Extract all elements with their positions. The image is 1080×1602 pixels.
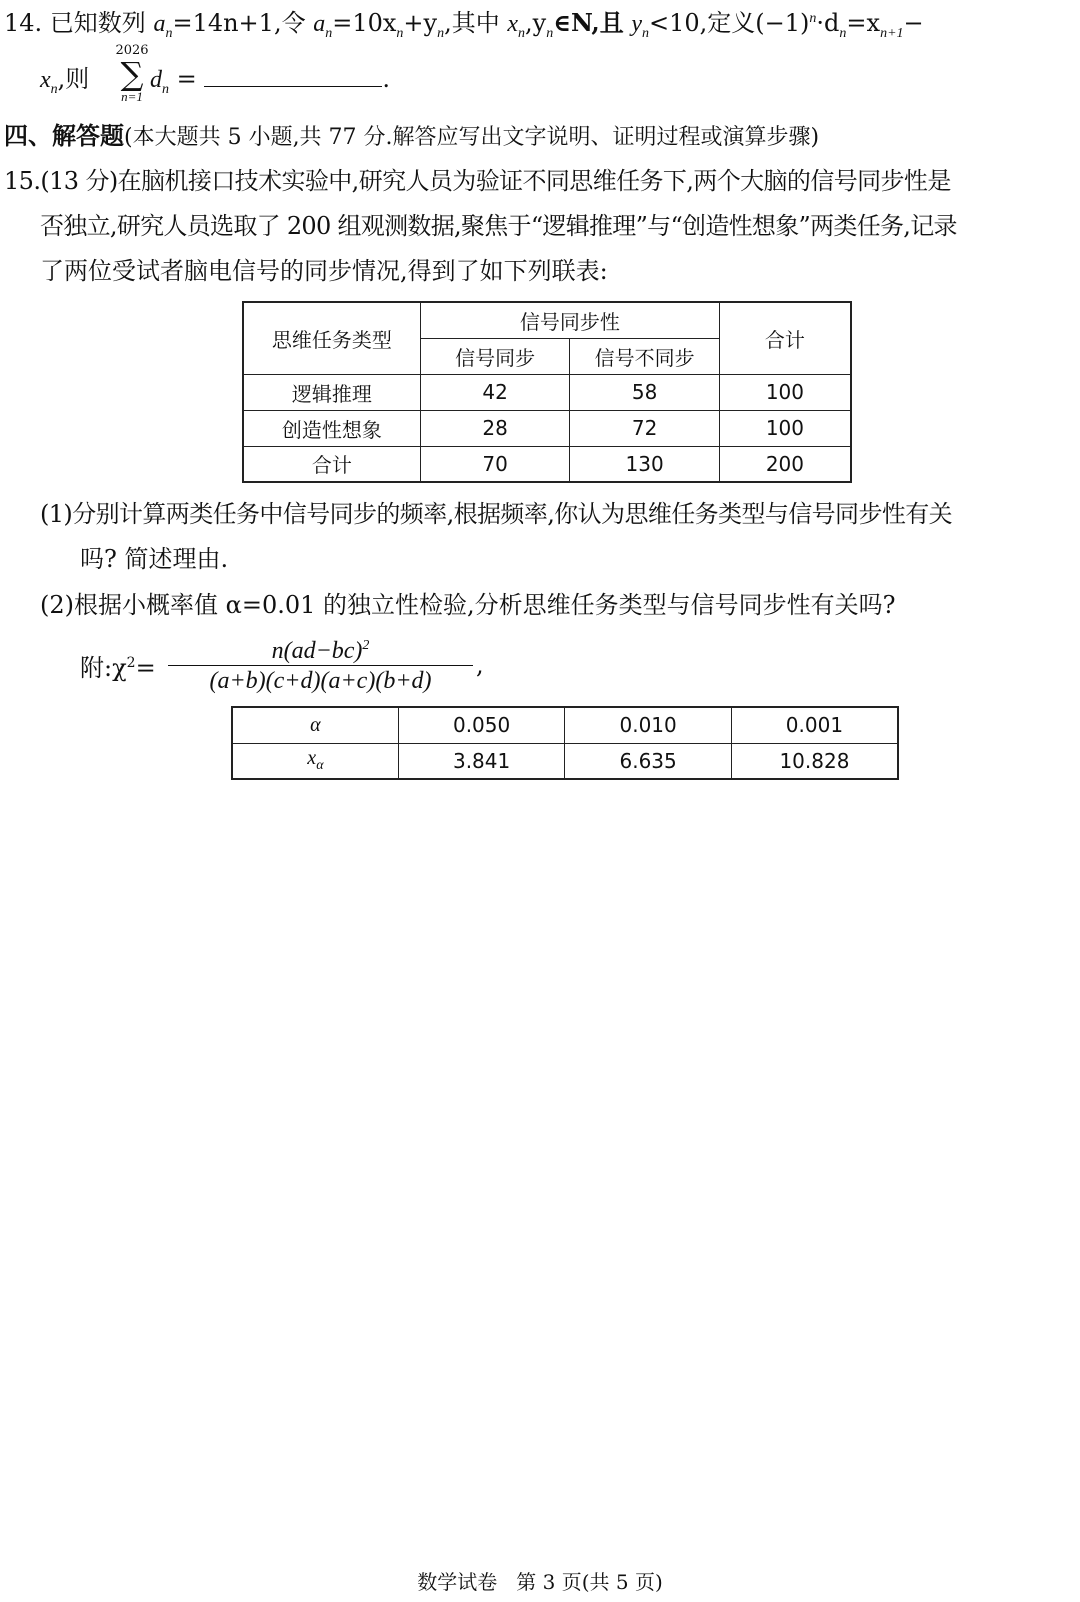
alpha-label: α: [232, 707, 398, 743]
table-row: $x_\alpha$ 3.841 6.635 10.828: [232, 743, 898, 779]
table-row: 逻辑推理 42 58 100: [243, 374, 851, 410]
critical-value-table: [231, 706, 899, 780]
q15-part1-line2: 吗? 简述理由.: [80, 545, 229, 573]
q14-sum-term: $d_n$ = .: [150, 65, 391, 97]
sum-upper-limit: 2026: [115, 43, 149, 58]
header-sync: 信号同步: [420, 338, 569, 374]
summation-symbol: [112, 44, 152, 104]
formula-numerator: $n(ad-bc)^2$: [168, 632, 473, 666]
header-signal-sync-group: 信号同步性: [420, 302, 719, 338]
header-nosync: 信号不同步: [570, 338, 720, 374]
q14-line2: $x_n$,则: [40, 65, 90, 97]
header-total: 合计: [719, 302, 851, 374]
x-alpha-label: $x_\alpha$: [232, 743, 398, 779]
page-footer: 数学试卷 第 3 页(共 5 页): [417, 1570, 663, 1594]
table-row: 合计 70 130 200: [243, 446, 851, 482]
q15-part2-line: (2)根据小概率值 α=0.01 的独立性检验,分析思维任务类型与信号同步性有关吗?: [40, 591, 896, 619]
chi-square-formula: [168, 632, 473, 696]
answer-blank[interactable]: [204, 64, 382, 87]
table-row: α 0.050 0.010 0.001: [232, 707, 898, 743]
contingency-table: [242, 301, 852, 483]
q15-line3: 了两位受试者脑电信号的同步情况,得到了如下列联表:: [40, 257, 608, 285]
q15-line1: 15.(13 分)在脑机接口技术实验中,研究人员为验证不同思维任务下,两个大脑的信号同步性是: [4, 167, 951, 195]
header-task-type: 思维任务类型: [243, 302, 420, 374]
q15-line2: 否独立,研究人员选取了 200 组观测数据,聚焦于“逻辑推理”与“创造性想象”两类任务,记录: [40, 212, 957, 240]
q15-part1-line1: (1)分别计算两类任务中信号同步的频率,根据频率,你认为思维任务类型与信号同步性有关: [40, 500, 953, 528]
sum-lower-limit: n=1: [121, 89, 143, 104]
sigma-icon: ∑: [120, 55, 144, 93]
section4-desc: (本大题共 5 小题,共 77 分.解答应写出文字说明、证明过程或演算步骤): [124, 125, 820, 150]
q14-number: 14.: [4, 9, 43, 37]
section4-header: [4, 121, 819, 153]
formula-comma: ,: [476, 651, 484, 679]
appendix-label: 附$:\chi^2=$: [80, 654, 156, 682]
table-row: 创造性想象 28 72 100: [243, 410, 851, 446]
section4-title: 四、解答题: [4, 121, 124, 150]
q14-line1: 14. 已知数列 $a_n=14n+1$,令 $a_n=10x_n+y_n$,其中 $x_n,y_n\in N$,且 $y_n<10$,定义$(-1)^n\cdot d_n=x_{n+1}-$: [4, 8, 924, 41]
formula-denominator: (a+b)(c+d)(a+c)(b+d): [209, 668, 432, 694]
q15-number: 15.: [4, 167, 41, 195]
